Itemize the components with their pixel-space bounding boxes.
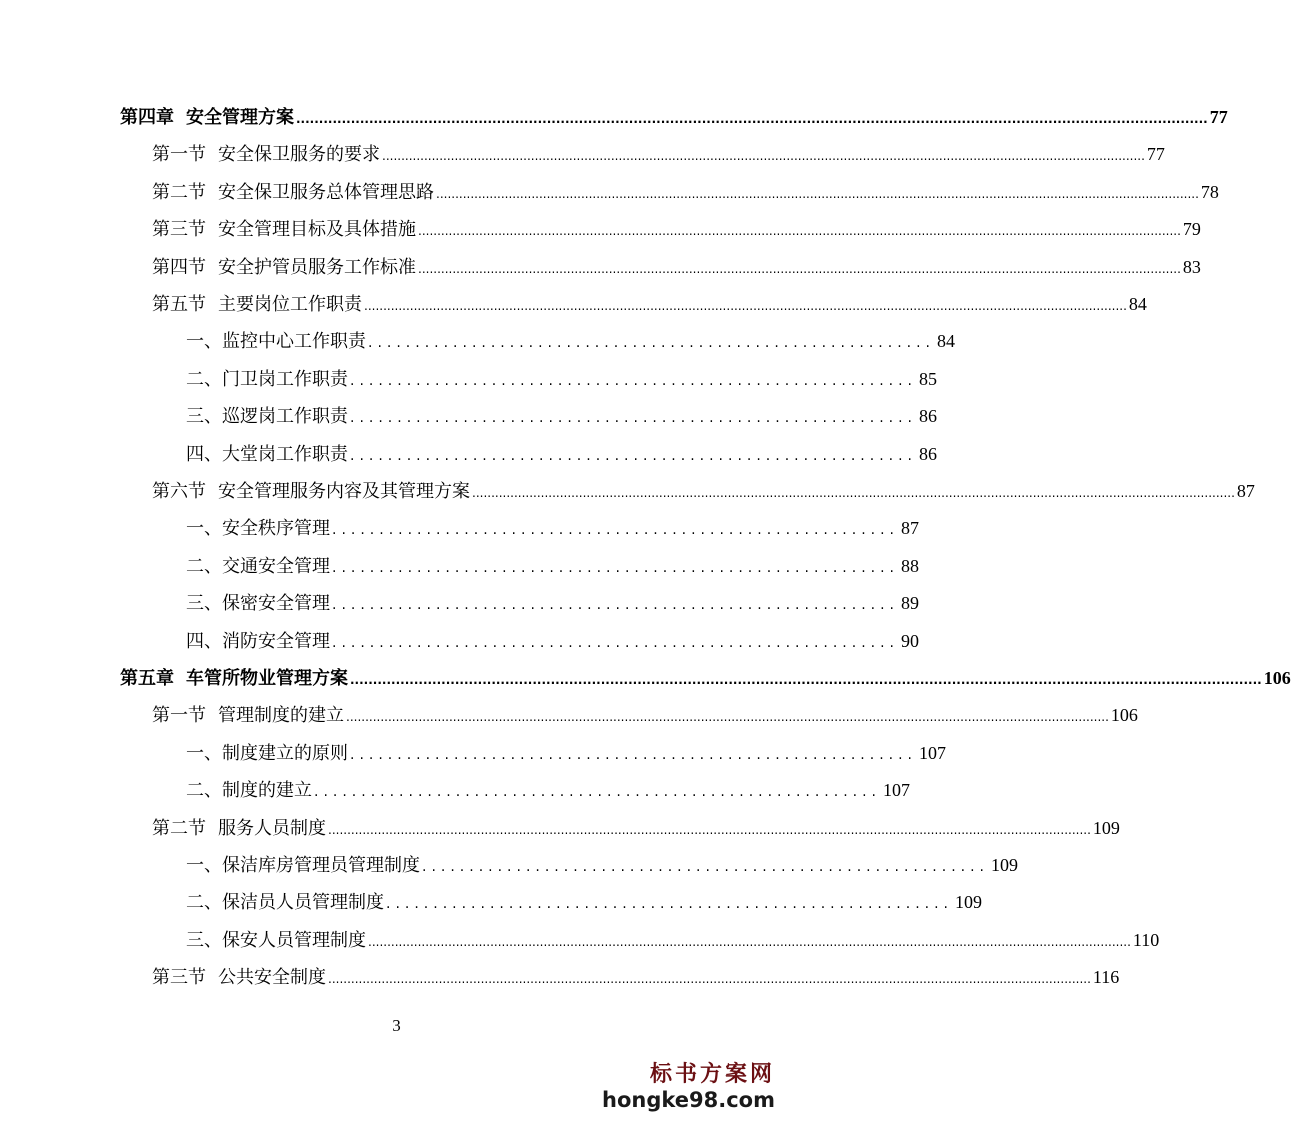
toc-entry-title: 制度建立的原则 [222,742,348,764]
toc-entry-page: 110 [1132,929,1160,950]
toc-entry-prefix: 第二节 [152,181,206,203]
watermark-title: 标书方案网 [649,1062,775,1087]
toc-entry-prefix: 第四章 [120,107,174,128]
toc-entry [186,588,920,618]
toc-entry-page: 86 [919,443,938,464]
toc-entry-title: 门卫岗工作职责 [222,368,348,390]
toc-entry [152,139,1165,169]
toc-entry [152,289,1147,319]
toc-entry-page: 109 [955,892,983,913]
toc-entry-label [152,963,326,993]
toc-entry-page: 88 [901,555,920,576]
toc-entry-page: 106 [1110,705,1138,726]
toc-dot-leader: ............................................................ [350,410,918,427]
toc-entry [186,626,920,656]
toc-dot-leader: ............................................................ [422,859,990,875]
toc-entry-label [186,327,366,357]
toc-entry [152,700,1138,730]
toc-entry [152,813,1120,843]
toc-entry-prefix: 第二节 [152,817,206,839]
toc-dot-leader: ............................................................ [368,335,936,352]
toc-entry-title: 保密安全管理 [222,593,330,615]
toc-entry-label [186,851,420,881]
toc-dot-leader: ............................................................ [350,447,918,464]
toc-dot-leader: ........................................................................................................................................................................................................ [328,822,1091,837]
toc-entry [186,326,956,356]
toc-entry-title: 大堂岗工作职责 [222,443,348,465]
page-number: 3 [392,1016,401,1035]
toc-entry [186,364,938,394]
toc-entry-label [186,365,348,395]
toc-dot-leader: ........................................................................................................................................................................................................ [350,673,1262,687]
toc-entry-page: 78 [1200,181,1219,202]
toc-dot-leader: ............................................................ [332,634,900,651]
toc-entry-title: 安全保卫服务总体管理思路 [218,181,434,203]
toc-entry-page: 86 [919,406,938,427]
toc-entry-prefix: 一、 [186,518,222,540]
toc-entry-prefix: 第四节 [152,256,206,278]
toc-entry [120,102,1228,132]
toc-entry-prefix: 一、 [186,331,222,353]
toc-entry-title: 安全管理目标及具体措施 [218,219,416,241]
toc-entry-title: 监控中心工作职责 [222,331,366,353]
toc-entry-title: 保洁员人员管理制度 [222,892,384,914]
toc-dot-leader: ............................................................ [332,597,900,614]
toc-dot-leader: ........................................................................................................................................................................................................ [364,299,1127,313]
toc-entry-page: 77 [1146,144,1165,165]
toc-entry-prefix: 第三节 [152,219,206,241]
toc-entry-page: 116 [1092,967,1120,988]
toc-dot-leader: ........................................................................................................................................................................................................ [296,112,1208,126]
toc-entry-prefix: 三、 [186,406,222,428]
toc-entry-page: 106 [1263,668,1291,688]
toc-entry-label [120,664,348,694]
toc-entry-label [186,402,348,432]
toc-entry-label [186,627,330,657]
toc-entry-label [152,253,416,283]
toc-entry [152,476,1255,506]
toc-entry-label [186,888,384,918]
toc-entry-label [152,701,344,731]
toc-entry [186,775,911,805]
toc-dot-leader: ........................................................................................................................................................................................................ [328,972,1091,987]
toc-entry-page: 84 [937,331,956,352]
toc-entry-prefix: 四、 [186,630,222,652]
toc-entry-page: 107 [883,780,911,801]
toc-entry [152,214,1201,244]
toc-entry-label [152,140,380,170]
toc-entry-prefix: 二、 [186,892,222,914]
toc-dot-leader: ........................................................................................................................................................................................................ [472,486,1235,500]
toc-dot-leader: ............................................................ [332,559,900,576]
toc-dot-leader: ........................................................................................................................................................................................................ [382,149,1145,164]
toc-entry-page: 79 [1182,219,1201,240]
toc-entry-page: 109 [991,855,1019,875]
toc-dot-leader: ........................................................................................................................................................................................................ [418,224,1181,239]
toc-entry [186,887,983,917]
watermark [602,1062,775,1112]
toc-entry-page: 84 [1128,294,1147,314]
toc-entry-title: 车管所物业管理方案 [186,668,348,689]
toc-entry-page: 90 [901,630,920,651]
toc-dot-leader: ........................................................................................................................................................................................................ [346,710,1109,725]
toc-dot-leader: ............................................................ [350,746,918,763]
toc-entry-title: 安全管理方案 [186,107,294,128]
toc-entry-title: 巡逻岗工作职责 [222,406,348,428]
toc-entry [186,401,938,431]
toc-entry [152,177,1219,207]
toc-entry-label [152,477,470,507]
toc-entry-prefix: 二、 [186,368,222,390]
toc-entry-title: 制度的建立 [222,780,312,802]
toc-entry-title: 保安人员管理制度 [222,929,366,951]
toc-entry-title: 安全秩序管理 [222,518,330,540]
toc-entry-title: 保洁库房管理员管理制度 [222,855,420,876]
toc-entry-page: 85 [919,368,938,389]
toc-entry-label [152,290,362,320]
toc-entry [152,962,1120,992]
toc-entry-page: 77 [1209,107,1228,127]
toc-entry-page: 87 [901,518,920,539]
toc-dot-leader: ........................................................................................................................................................................................................ [436,186,1199,201]
toc-entry-title: 服务人员制度 [218,817,326,839]
toc-entry [186,439,938,469]
toc-entry-label [186,776,312,806]
toc-entry-prefix: 第五节 [152,294,206,315]
toc-entry-label [186,552,330,582]
toc-entry-prefix: 二、 [186,780,222,802]
toc-entry-label [186,589,330,619]
toc-entry-label [152,814,326,844]
toc-dot-leader: ............................................................ [332,522,900,539]
toc-entry-prefix: 一、 [186,855,222,876]
toc-entry-label [186,514,330,544]
toc-entry-label [186,739,348,769]
toc-entry [152,252,1201,282]
toc-entry-title: 安全护管员服务工作标准 [218,256,416,278]
toc-entry-page: 89 [901,593,920,614]
toc-entry-title: 主要岗位工作职责 [218,294,362,315]
toc-entry-page: 109 [1092,817,1120,838]
toc-entry-title: 交通安全管理 [222,555,330,577]
toc-entry-title: 公共安全制度 [218,967,326,989]
toc-dot-leader: ........................................................................................................................................................................................................ [368,934,1131,949]
toc-entry [186,925,1160,955]
toc-entry-label [120,103,294,133]
toc-entry-label [152,215,416,245]
toc-entry-label [186,926,366,956]
toc-entry [186,850,1019,880]
toc-entry [186,551,920,581]
toc-dot-leader: ............................................................ [314,784,882,801]
toc-entry-prefix: 第三节 [152,967,206,989]
toc-entry [120,663,1291,693]
toc-entry-prefix: 第一节 [152,144,206,166]
toc-dot-leader: ............................................................ [386,896,954,913]
toc-dot-leader: ............................................................ [350,372,918,389]
toc-entry-page: 83 [1182,256,1201,277]
toc-entry [186,513,920,543]
toc-entry-title: 安全保卫服务的要求 [218,144,380,166]
toc-entry-title: 管理制度的建立 [218,705,344,727]
toc-entry-prefix: 第一节 [152,705,206,727]
toc-entry-prefix: 三、 [186,929,222,951]
toc-entry-label [186,440,348,470]
watermark-url: hongke98.com [602,1088,775,1112]
toc-entry-prefix: 四、 [186,443,222,465]
toc-entry-prefix: 第六节 [152,481,206,502]
toc-dot-leader: ........................................................................................................................................................................................................ [418,261,1181,276]
toc-entry-page: 107 [919,742,947,763]
toc-entry-prefix: 一、 [186,742,222,764]
toc-entry-title: 消防安全管理 [222,630,330,652]
toc-entry [186,738,947,768]
toc-entry-prefix: 二、 [186,555,222,577]
toc-entry-prefix: 第五章 [120,668,174,689]
toc-entry-prefix: 三、 [186,593,222,615]
toc-entry-title: 安全管理服务内容及其管理方案 [218,481,470,502]
toc-entry-page: 87 [1236,481,1255,501]
toc-entry-label [152,178,434,208]
